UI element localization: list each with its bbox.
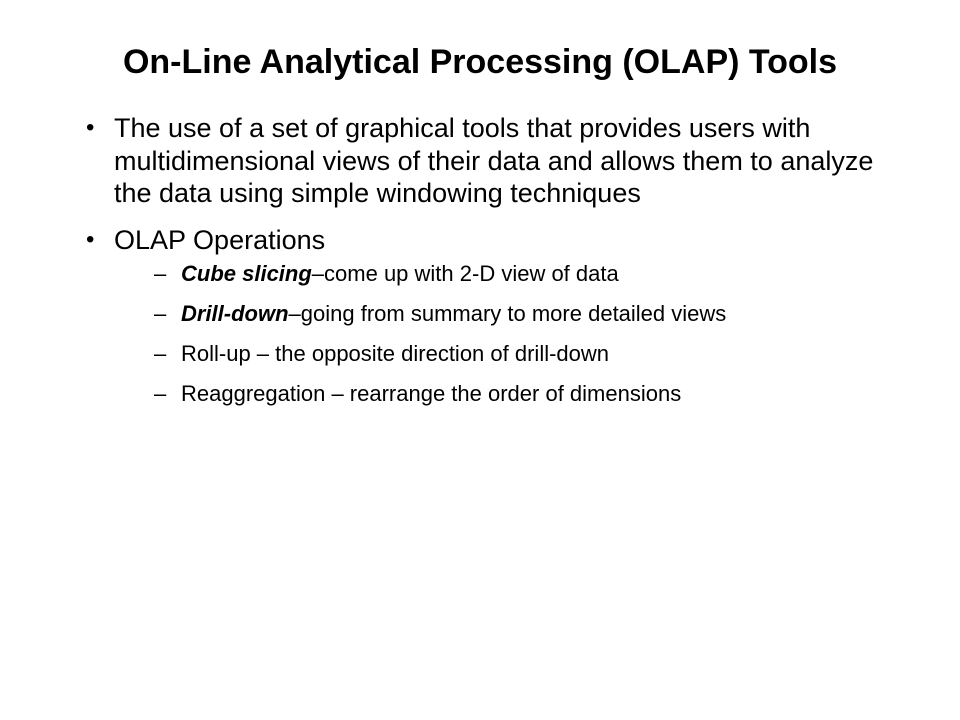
- term-cube-slicing: Cube slicing: [181, 261, 312, 286]
- term-drill-down: Drill-down: [181, 301, 289, 326]
- slide-content: [86, 112, 906, 422]
- dash-marker: –: [154, 301, 167, 326]
- sub-bullet-text: Reaggregation – rearrange the order of dimensions: [181, 381, 682, 406]
- sub-bullet-text: Roll-up – the opposite direction of drill-down: [181, 341, 610, 366]
- slide-title: On-Line Analytical Processing (OLAP) Tools: [122, 43, 838, 81]
- dash-marker: –: [154, 381, 167, 406]
- sub-bullet-text: –going from summary to more detailed views: [288, 301, 727, 326]
- dash-marker: –: [154, 341, 167, 366]
- sub-bullet-text: –come up with 2-D view of data: [311, 261, 619, 286]
- sub-bullet-item: [154, 340, 906, 368]
- bullet-item: [86, 224, 906, 409]
- bullet-marker: •: [86, 114, 95, 141]
- dash-marker: –: [154, 261, 167, 286]
- sub-bullet-item: [154, 380, 906, 408]
- bullet-text: The use of a set of graphical tools that provides users with multidimensional views of their data and allows them to analyze the data using simple windowing techniques: [114, 113, 874, 208]
- sub-bullet-item: [154, 300, 906, 328]
- sub-bullet-list: [114, 260, 906, 408]
- bullet-marker: •: [86, 225, 95, 253]
- bullet-text: OLAP Operations: [114, 224, 326, 255]
- bullet-item: [86, 112, 906, 210]
- sub-bullet-item: [154, 260, 906, 288]
